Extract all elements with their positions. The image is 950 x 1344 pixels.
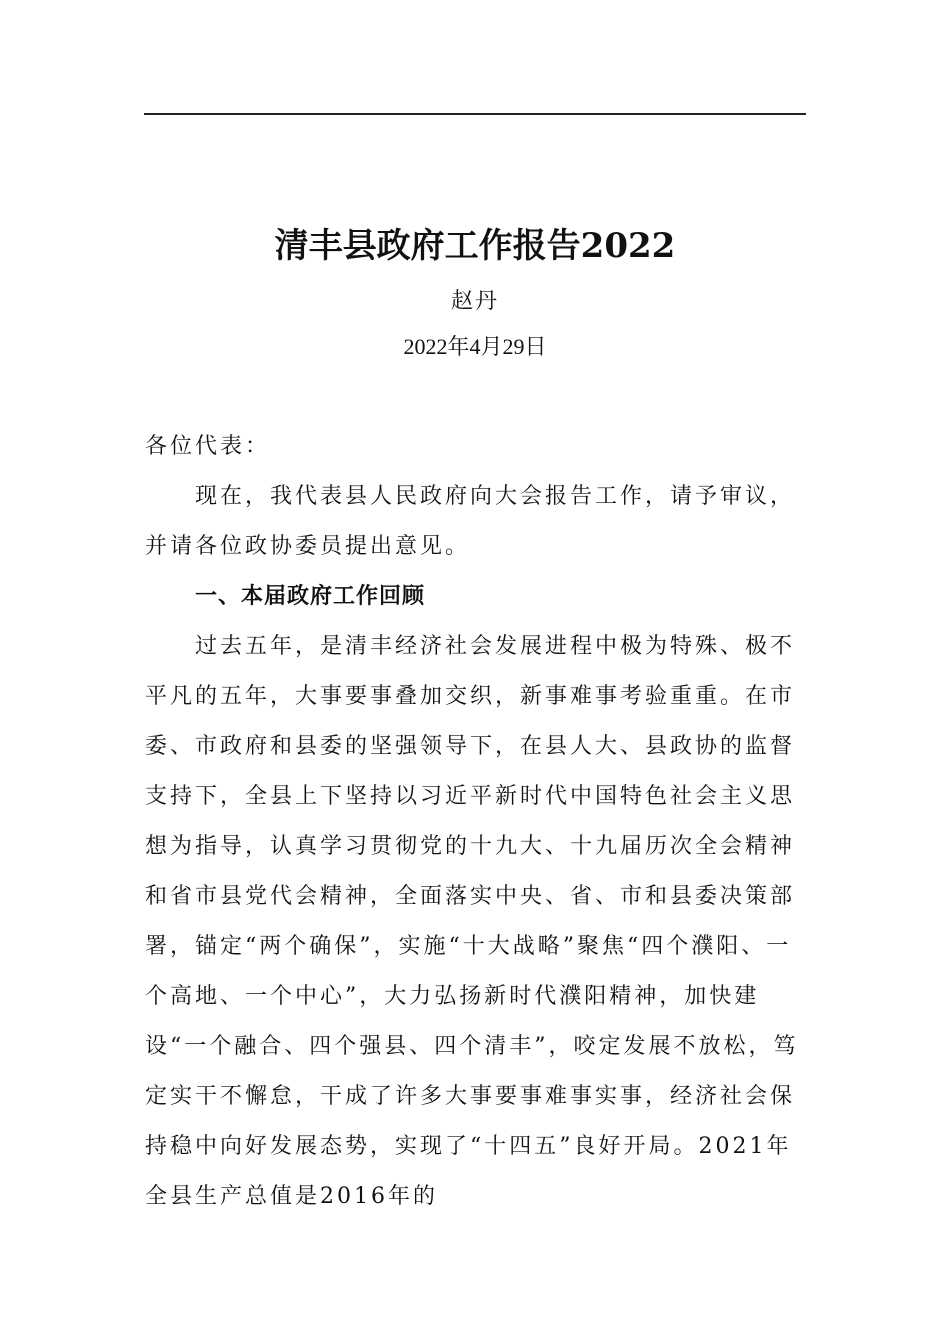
- header-rule: [144, 113, 806, 115]
- document-title: 清丰县政府工作报告2022: [274, 226, 676, 266]
- section-heading: 一、本届政府工作回顾: [195, 584, 426, 609]
- intro-paragraph: 现在，我代表县人民政府向大会报告工作，请予审议，并请各位政协委员提出意见。: [145, 484, 796, 559]
- review-paragraph: 过去五年，是清丰经济社会发展进程中极为特殊、极不平凡的五年，大事要事叠加交织，新事难事考验重重。在市委、市政府和县委的坚强领导下，在县人大、县政协的监督支持下，全县上下坚持以习近平新时代中国特色社会主义思想为指导，认真学习贯彻党的十九大、十九届历次全会精神和省市县党代会精神，全面落实中央、省、市和县委决策部署，锚定“两个确保”，实施“十大战略”聚焦“四个濮阳、一个高地、一个中心”，大力弘扬新时代濮阳精神，加快建设“一个融合、四个强县、四个清丰”，咬定发展不放松，笃定实干不懈怠，干成了许多大事要事难事实事，经济社会保持稳中向好发展态势，实现了“十四五”良好开局。2021年全县生产总值是2016年的: [145, 634, 799, 1209]
- salutation: 各位代表：: [145, 434, 271, 459]
- document-date: 2022年4月29日: [403, 334, 547, 359]
- document-author: 赵丹: [450, 289, 499, 314]
